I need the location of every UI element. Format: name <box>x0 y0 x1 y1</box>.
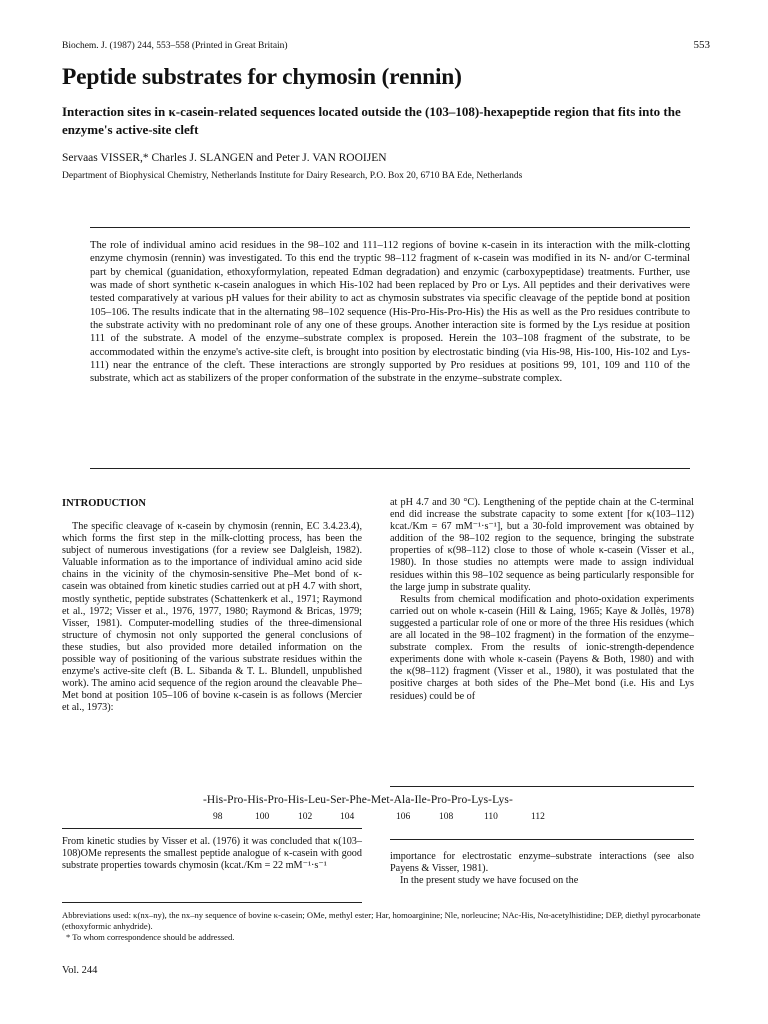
abbreviations-footnote: Abbreviations used: κ(nx–ny), the nx–ny sequence of bovine κ-casein; OMe, methyl ester; Har, homoarginine; Nle, norleucine; NAc-His, Nα-acetylhistidine; DEP, diethyl pyrocarbonate (ethoxyformic anhydride). <box>62 910 701 931</box>
column-break-rule <box>390 786 694 787</box>
article-subtitle: Interaction sites in κ-casein-related sequences located outside the (103–108)-hexapeptide region that fits into the enzyme's active-site cleft <box>62 104 681 137</box>
journal-citation: Biochem. J. (1987) 244, 553–558 (Printed in Great Britain) <box>62 41 288 51</box>
intro-right-column-top <box>390 497 694 703</box>
volume-label: Vol. 244 <box>62 965 98 976</box>
footnote-rule <box>62 902 362 903</box>
sequence-position-label: 102 <box>298 812 313 822</box>
right-column-rule <box>390 839 694 840</box>
article-title: Peptide substrates for chymosin (rennin) <box>62 64 462 90</box>
left-column-rule <box>62 828 362 829</box>
sequence-position-label: 104 <box>340 812 355 822</box>
abstract-top-rule <box>90 227 690 228</box>
footnotes <box>62 910 712 942</box>
section-heading-introduction: INTRODUCTION <box>62 498 147 509</box>
abstract-bottom-rule <box>90 468 690 469</box>
sequence-position-label: 106 <box>396 812 411 822</box>
sequence-position-label: 108 <box>439 812 454 822</box>
intro-right-column-bottom <box>390 851 694 887</box>
intro-right-paragraph-1: at pH 4.7 and 30 °C). Lengthening of the peptide chain at the C-terminal end did increase the substrate capacity to some extent [for κ(103–112) kcat./Km = 67 mM⁻¹·s⁻¹], but a 30-fold improvement was obtained by addition of the 98–102 region to the sequence, bringing the substrate properties of κ(98–112) close to those of whole κ-casein (Visser et al., 1980). In those studies no attempts were made to assign individual residues within this 98–102 sequence as being particularly responsible for the large jump in substrate quality. <box>390 497 694 593</box>
intro-right-paragraph-4: In the present study we have focused on the <box>400 875 579 887</box>
sequence-position-label: 100 <box>255 812 270 822</box>
page-number: 553 <box>693 39 710 51</box>
sequence-position-label: 112 <box>531 812 545 822</box>
running-header <box>62 41 710 51</box>
intro-right-paragraph-2: Results from chemical modification and photo-oxidation experiments carried out on whole κ-casein (Hill & Laing, 1965; Kaye & Jollès, 1978) suggested a particular role of one or more of the three His residues (which are all located in the 98–102 fragment) in the formation of the enzyme–substrate complex. From the results of ionic-strength-dependence experiments done with whole κ-casein (Payens & Both, 1980) and with the κ(98–112) fragment (Visser et al., 1980), it was postulated that the positive charges at both sides of the Phe–Met bond (i.e. His and Lys residues) could be of <box>390 593 694 702</box>
intro-right-paragraph-3: importance for electrostatic enzyme–substrate interactions (see also Payens & Visser, 1981). <box>390 851 694 875</box>
abstract-text: The role of individual amino acid residues in the 98–102 and 111–112 regions of bovine κ-casein in its interaction with the milk-clotting enzyme chymosin (rennin) was investigated. To this end the tryptic 98–112 fragment of κ-casein was modified in its N- and/or C-terminal part by chemical (guanidation, ethoxyformylation, repeated Edman degradation) and enzymic (carboxypeptidase) treatments. Further, use was made of short synthetic κ-casein analogues in which His-102 had been replaced by Pro or Lys. All peptides and their derivatives were tested comparatively at various pH values for their ability to act as chymosin substrates via specific cleavage of the peptide bond at position 105–106. The results indicate that in the alternating 98–102 sequence (His-Pro-His-Pro-His) the His as well as the Pro residues contribute to the substrate activity with no predominant role of any one of these groups. Another interaction site is formed by the Lys residue at position 111 of the substrate. A model of the enzyme–substrate complex is proposed. Herein the 103–108 fragment of the substrate, to be accommodated within the enzyme's active-site cleft, is brought into position by electrostatic binding (via His-98, His-100, His-102 and Lys-111) near the entrance of the cleft. These interactions are strongly supported by Pro residues at positions 99, 101, 109 and 110 of the substrate, which act as stabilizers of the proper conformation of the substrate in the enzyme–substrate complex. <box>90 240 690 385</box>
intro-left-paragraph-2: From kinetic studies by Visser et al. (1976) it was concluded that κ(103–108)OMe represents the smallest peptide analogue of κ-casein with good substrate properties towards chymosin (kcat./Km = 22 mM⁻¹·s⁻¹ <box>62 836 362 872</box>
author-affiliation: Department of Biophysical Chemistry, Netherlands Institute for Dairy Research, P.O. Box 20, 6710 BA Ede, Netherlands <box>62 171 523 181</box>
author-list: Servaas VISSER,* Charles J. SLANGEN and Peter J. VAN ROOIJEN <box>62 152 387 164</box>
sequence-position-label: 98 <box>213 812 223 822</box>
correspondence-footnote: * To whom correspondence should be addressed. <box>66 931 235 942</box>
sequence-position-label: 110 <box>484 812 498 822</box>
intro-left-paragraph-1: The specific cleavage of κ-casein by chymosin (rennin, EC 3.4.23.4), which forms the first step in the milk-clotting process, has been the subject of numerous investigations (for a review see Dalgleish, 1982). Valuable information as to the importance of individual amino acid side chains in the vicinity of the chymosin-sensitive Phe–Met bond of κ-casein was obtained from kinetic studies carried out at pH 4.7 with short, mostly synthetic, peptide substrates (Schattenkerk et al., 1971; Raymond et al., 1972; Visser et al., 1976, 1977, 1980; Raymond & Bricas, 1979; Visser, 1981). Computer-modelling studies of the three-dimensional structure of chymosin not only supported the general conclusions of these studies, but also provided more detailed information on the possible way of positioning of the various substrate residues within the enzyme's active-site cleft (B. L. Sibanda & T. L. Blundell, unpublished work). The amino acid sequence of the region around the cleavable Phe–Met bond at position 105–106 of bovine κ-casein is as follows (Mercier et al., 1973): <box>62 521 362 714</box>
amino-acid-sequence: -His-Pro-His-Pro-His-Leu-Ser-Phe-Met-Ala-Ile-Pro-Pro-Lys-Lys- <box>203 794 513 806</box>
